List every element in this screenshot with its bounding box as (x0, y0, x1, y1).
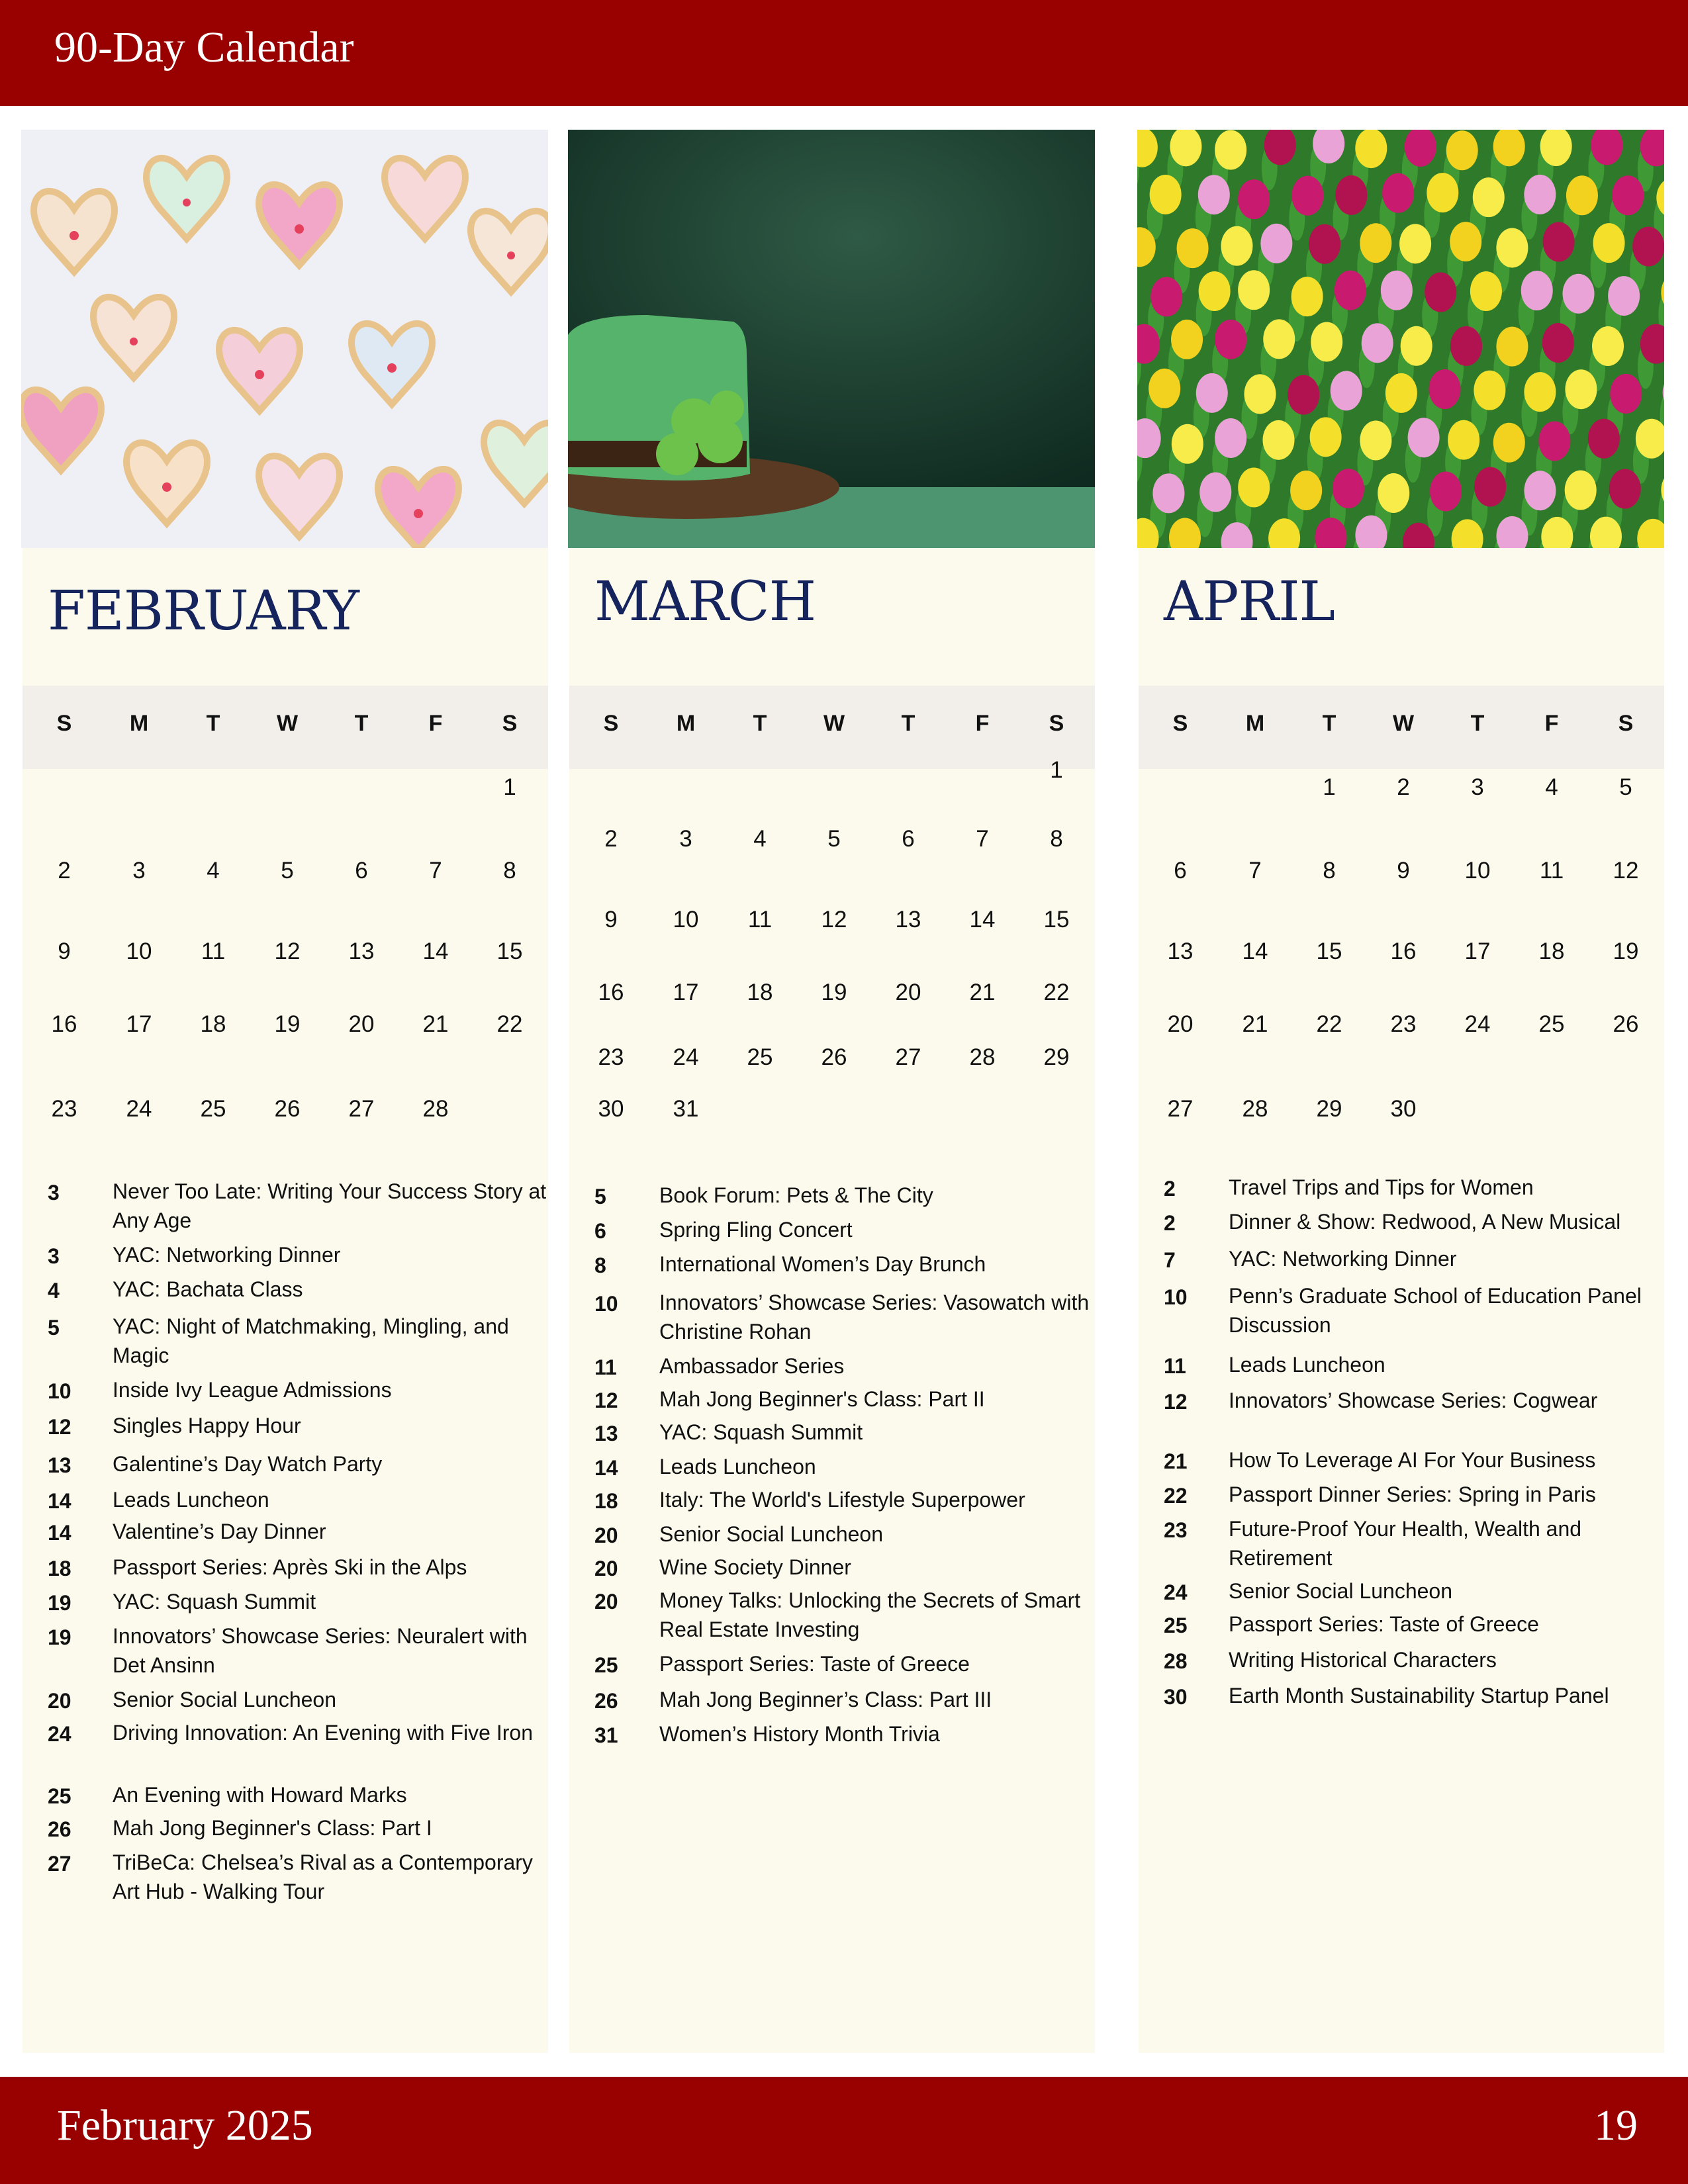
weekday-header: W (1392, 711, 1415, 736)
calendar-day: 30 (598, 1096, 624, 1122)
event-day: 8 (594, 1253, 606, 1277)
event-title: YAC: Networking Dinner (113, 1243, 341, 1267)
event-title: Spring Fling Concert (659, 1218, 853, 1242)
calendar-day: 27 (348, 1096, 375, 1122)
event-title: Wine Society Dinner (659, 1555, 851, 1579)
calendar-day: 2 (58, 858, 71, 884)
weekday-header: S (1618, 711, 1634, 736)
weekday-header: S (1172, 711, 1188, 736)
month-column-february (21, 130, 548, 2053)
event-title: Leads Luncheon (113, 1488, 269, 1512)
weekday-header: M (1245, 711, 1265, 736)
calendar-day: 23 (598, 1044, 624, 1070)
calendar-day: 9 (604, 907, 618, 933)
calendar-day: 23 (51, 1096, 77, 1122)
event-title: Passport Series: Taste of Greece (1229, 1612, 1539, 1636)
weekday-header: F (975, 711, 990, 736)
event-title: TriBeCa: Chelsea’s Rival as a Contemporary Art Hub - Walking Tour (113, 1850, 533, 1903)
event-title: Penn’s Graduate School of Education Panel Discussion (1229, 1284, 1642, 1337)
event-title: Mah Jong Beginner's Class: Part I (113, 1816, 432, 1840)
weekday-header-row (569, 686, 1095, 769)
calendar-day: 4 (207, 858, 220, 884)
event-title: Future-Proof Your Health, Wealth and Retirement (1229, 1517, 1582, 1570)
calendar-day: 9 (1397, 858, 1410, 884)
heart-cookies-photo (21, 130, 548, 548)
calendar-day: 13 (348, 938, 375, 964)
calendar-day: 16 (1390, 938, 1417, 964)
month-title: APRIL (1164, 570, 1335, 633)
calendar-day: 19 (821, 979, 847, 1005)
calendar-day: 13 (895, 907, 921, 933)
calendar-day: 15 (496, 938, 523, 964)
calendar-day: 4 (753, 826, 767, 852)
event-day: 30 (1164, 1685, 1188, 1709)
calendar-day: 2 (1397, 774, 1410, 800)
calendar-day: 15 (1316, 938, 1342, 964)
calendar-day: 18 (1538, 938, 1565, 964)
calendar-day: 26 (821, 1044, 847, 1070)
event-title: Innovators’ Showcase Series: Vasowatch with Christine Rohan (659, 1291, 1090, 1343)
calendar-day: 6 (355, 858, 368, 884)
calendar-day: 21 (1242, 1011, 1268, 1037)
calendar-day: 13 (1167, 938, 1194, 964)
calendar-day: 17 (673, 979, 699, 1005)
calendar-day: 11 (747, 907, 773, 933)
event-title: YAC: Networking Dinner (1229, 1247, 1457, 1271)
month-column-march (568, 130, 1095, 2053)
calendar-day: 31 (673, 1096, 699, 1122)
event-day: 10 (1164, 1285, 1188, 1309)
event-day: 25 (594, 1653, 618, 1677)
event-day: 3 (48, 1244, 60, 1268)
event-day: 10 (594, 1292, 618, 1316)
event-title: Travel Trips and Tips for Women (1229, 1175, 1534, 1199)
calendar-day: 5 (281, 858, 294, 884)
event-day: 26 (48, 1817, 71, 1841)
calendar-day: 26 (274, 1096, 301, 1122)
event-title: How To Leverage AI For Your Business (1229, 1448, 1596, 1472)
event-day: 11 (1164, 1354, 1186, 1378)
event-day: 12 (1164, 1390, 1188, 1414)
weekday-header: W (276, 711, 299, 736)
event-title: Money Talks: Unlocking the Secrets of Smart Real Estate Investing (659, 1588, 1081, 1641)
calendar-day: 28 (1242, 1096, 1268, 1122)
event-title: Leads Luncheon (659, 1455, 816, 1479)
weekday-header: T (354, 711, 369, 736)
event-day: 12 (594, 1388, 618, 1412)
calendar-day: 19 (274, 1011, 301, 1037)
calendar-day: 8 (503, 858, 516, 884)
event-title: Women’s History Month Trivia (659, 1722, 940, 1746)
calendar-day: 8 (1323, 858, 1336, 884)
weekday-header: W (823, 711, 845, 736)
calendar-day: 15 (1043, 907, 1070, 933)
event-day: 20 (594, 1590, 618, 1614)
event-title: An Evening with Howard Marks (113, 1783, 407, 1807)
calendar-day: 27 (1167, 1096, 1194, 1122)
event-day: 6 (594, 1219, 606, 1243)
event-day: 23 (1164, 1518, 1188, 1542)
calendar-day: 24 (1464, 1011, 1491, 1037)
weekday-header: T (1470, 711, 1485, 736)
calendar-day: 3 (679, 826, 692, 852)
event-day: 18 (48, 1557, 71, 1580)
event-day: 14 (48, 1489, 71, 1513)
weekday-header: S (502, 711, 518, 736)
event-day: 27 (48, 1852, 71, 1876)
event-day: 24 (48, 1722, 71, 1746)
event-day: 31 (594, 1723, 618, 1747)
event-title: Passport Series: Après Ski in the Alps (113, 1555, 467, 1579)
event-title: Inside Ivy League Admissions (113, 1378, 392, 1402)
month-column-april (1137, 130, 1664, 2053)
calendar-day: 5 (1619, 774, 1632, 800)
event-title: Mah Jong Beginner’s Class: Part III (659, 1688, 992, 1711)
event-day: 5 (594, 1185, 606, 1208)
event-title: Innovators’ Showcase Series: Neuralert with Det Ansinn (113, 1624, 528, 1677)
footer-band (0, 2077, 1688, 2184)
calendar-day: 10 (126, 938, 152, 964)
weekday-header: T (1322, 711, 1336, 736)
event-day: 25 (1164, 1614, 1188, 1637)
event-title: YAC: Night of Matchmaking, Mingling, and Magic (113, 1314, 509, 1367)
weekday-header: S (56, 711, 72, 736)
calendar-day: 20 (348, 1011, 375, 1037)
green-hat-shamrock-photo (568, 130, 1095, 548)
event-day: 19 (48, 1625, 71, 1649)
calendar-day: 12 (821, 907, 847, 933)
weekday-header-row (23, 686, 548, 769)
weekday-header: T (206, 711, 220, 736)
calendar-day: 19 (1613, 938, 1639, 964)
event-day: 12 (48, 1415, 71, 1439)
calendar-day: 9 (58, 938, 71, 964)
calendar-day: 21 (422, 1011, 449, 1037)
event-day: 11 (594, 1355, 617, 1379)
event-day: 3 (48, 1181, 60, 1205)
event-day: 19 (48, 1591, 71, 1615)
event-title: Valentine’s Day Dinner (113, 1520, 326, 1543)
calendar-day: 11 (201, 938, 226, 964)
event-day: 21 (1164, 1449, 1188, 1473)
calendar-day: 6 (902, 826, 915, 852)
event-title: Never Too Late: Writing Your Success Story at Any Age (113, 1179, 547, 1232)
weekday-header: M (676, 711, 696, 736)
calendar-day: 23 (1390, 1011, 1417, 1037)
event-day: 13 (48, 1453, 71, 1477)
event-title: YAC: Bachata Class (113, 1277, 303, 1301)
event-title: Dinner & Show: Redwood, A New Musical (1229, 1210, 1621, 1234)
calendar-day: 11 (1539, 858, 1564, 884)
calendar-day: 8 (1050, 826, 1063, 852)
weekday-header: T (753, 711, 767, 736)
calendar-day: 20 (1167, 1011, 1194, 1037)
calendar-day: 22 (1043, 979, 1070, 1005)
calendar-day: 18 (200, 1011, 226, 1037)
event-title: Senior Social Luncheon (113, 1688, 337, 1711)
event-title: YAC: Squash Summit (113, 1590, 316, 1614)
calendar-day: 10 (1464, 858, 1491, 884)
event-title: Mah Jong Beginner's Class: Part II (659, 1387, 985, 1411)
event-day: 13 (594, 1422, 618, 1445)
calendar-day: 25 (747, 1044, 773, 1070)
event-day: 14 (594, 1456, 618, 1480)
calendar-day: 20 (895, 979, 921, 1005)
weekday-header: T (901, 711, 915, 736)
calendar-day: 29 (1316, 1096, 1342, 1122)
event-title: Italy: The World's Lifestyle Superpower (659, 1488, 1025, 1512)
weekday-header: S (1049, 711, 1064, 736)
calendar-day: 16 (598, 979, 624, 1005)
calendar-day: 24 (126, 1096, 152, 1122)
event-day: 25 (48, 1784, 71, 1808)
calendar-day: 27 (895, 1044, 921, 1070)
event-day: 26 (594, 1689, 618, 1713)
event-title: Passport Series: Taste of Greece (659, 1652, 970, 1676)
event-title: YAC: Squash Summit (659, 1420, 863, 1444)
event-day: 10 (48, 1379, 71, 1403)
calendar-day: 1 (503, 774, 516, 800)
month-title: MARCH (594, 570, 816, 633)
weekday-header: M (129, 711, 149, 736)
calendar-day: 12 (274, 938, 301, 964)
event-day: 2 (1164, 1211, 1176, 1235)
calendar-day: 3 (132, 858, 146, 884)
calendar-day: 18 (747, 979, 773, 1005)
calendar-day: 6 (1174, 858, 1187, 884)
weekday-header: F (1544, 711, 1559, 736)
weekday-header: F (428, 711, 443, 736)
calendar-day: 17 (126, 1011, 152, 1037)
calendar-day: 1 (1050, 757, 1063, 783)
calendar-day: 29 (1043, 1044, 1070, 1070)
calendar-day: 10 (673, 907, 699, 933)
calendar-day: 12 (1613, 858, 1639, 884)
calendar-day: 7 (976, 826, 989, 852)
event-title: Singles Happy Hour (113, 1414, 301, 1437)
calendar-day: 17 (1464, 938, 1491, 964)
event-title: Galentine’s Day Watch Party (113, 1452, 383, 1476)
page-title: 90-Day Calendar (54, 23, 354, 71)
event-title: International Women’s Day Brunch (659, 1252, 986, 1276)
calendar-day: 7 (1248, 858, 1262, 884)
event-day: 22 (1164, 1484, 1188, 1508)
event-day: 18 (594, 1489, 618, 1513)
calendar-day: 1 (1323, 774, 1336, 800)
calendar-day: 14 (969, 907, 996, 933)
event-title: Book Forum: Pets & The City (659, 1183, 933, 1207)
event-title: Senior Social Luncheon (659, 1522, 884, 1546)
calendar-day: 2 (604, 826, 618, 852)
calendar-day: 22 (496, 1011, 523, 1037)
event-title: Leads Luncheon (1229, 1353, 1385, 1377)
event-title: Ambassador Series (659, 1354, 845, 1378)
calendar-day: 21 (969, 979, 996, 1005)
event-title: Passport Dinner Series: Spring in Paris (1229, 1482, 1596, 1506)
event-day: 7 (1164, 1248, 1176, 1272)
calendar-day: 26 (1613, 1011, 1639, 1037)
event-day: 20 (594, 1524, 618, 1547)
calendar-day: 24 (673, 1044, 699, 1070)
page-number: 19 (1594, 2101, 1638, 2150)
calendar-day: 28 (969, 1044, 996, 1070)
event-day: 28 (1164, 1649, 1188, 1673)
event-day: 5 (48, 1316, 60, 1340)
calendar-day: 14 (422, 938, 449, 964)
calendar-day: 5 (827, 826, 841, 852)
event-title: Driving Innovation: An Evening with Five Iron (113, 1721, 533, 1745)
calendar-day: 25 (1538, 1011, 1565, 1037)
event-title: Writing Historical Characters (1229, 1648, 1497, 1672)
event-day: 14 (48, 1521, 71, 1545)
event-day: 4 (48, 1279, 60, 1302)
event-day: 24 (1164, 1580, 1188, 1604)
event-title: Senior Social Luncheon (1229, 1579, 1453, 1603)
calendar-day: 28 (422, 1096, 449, 1122)
event-day: 20 (594, 1557, 618, 1580)
weekday-header-row (1139, 686, 1664, 769)
calendar-day: 4 (1545, 774, 1558, 800)
calendar-day: 3 (1471, 774, 1484, 800)
event-title: Earth Month Sustainability Startup Panel (1229, 1684, 1609, 1707)
calendar-day: 7 (429, 858, 442, 884)
calendar-day: 16 (51, 1011, 77, 1037)
event-title: Innovators’ Showcase Series: Cogwear (1229, 1388, 1598, 1412)
tulip-field-photo (1137, 130, 1664, 548)
month-title: FEBRUARY (48, 580, 359, 643)
calendar-day: 25 (200, 1096, 226, 1122)
weekday-header: S (603, 711, 619, 736)
event-day: 20 (48, 1689, 71, 1713)
calendar-day: 30 (1390, 1096, 1417, 1122)
event-day: 2 (1164, 1177, 1176, 1201)
header-band (0, 0, 1688, 106)
calendar-day: 22 (1316, 1011, 1342, 1037)
footer-date: February 2025 (57, 2101, 313, 2150)
calendar-day: 14 (1242, 938, 1268, 964)
